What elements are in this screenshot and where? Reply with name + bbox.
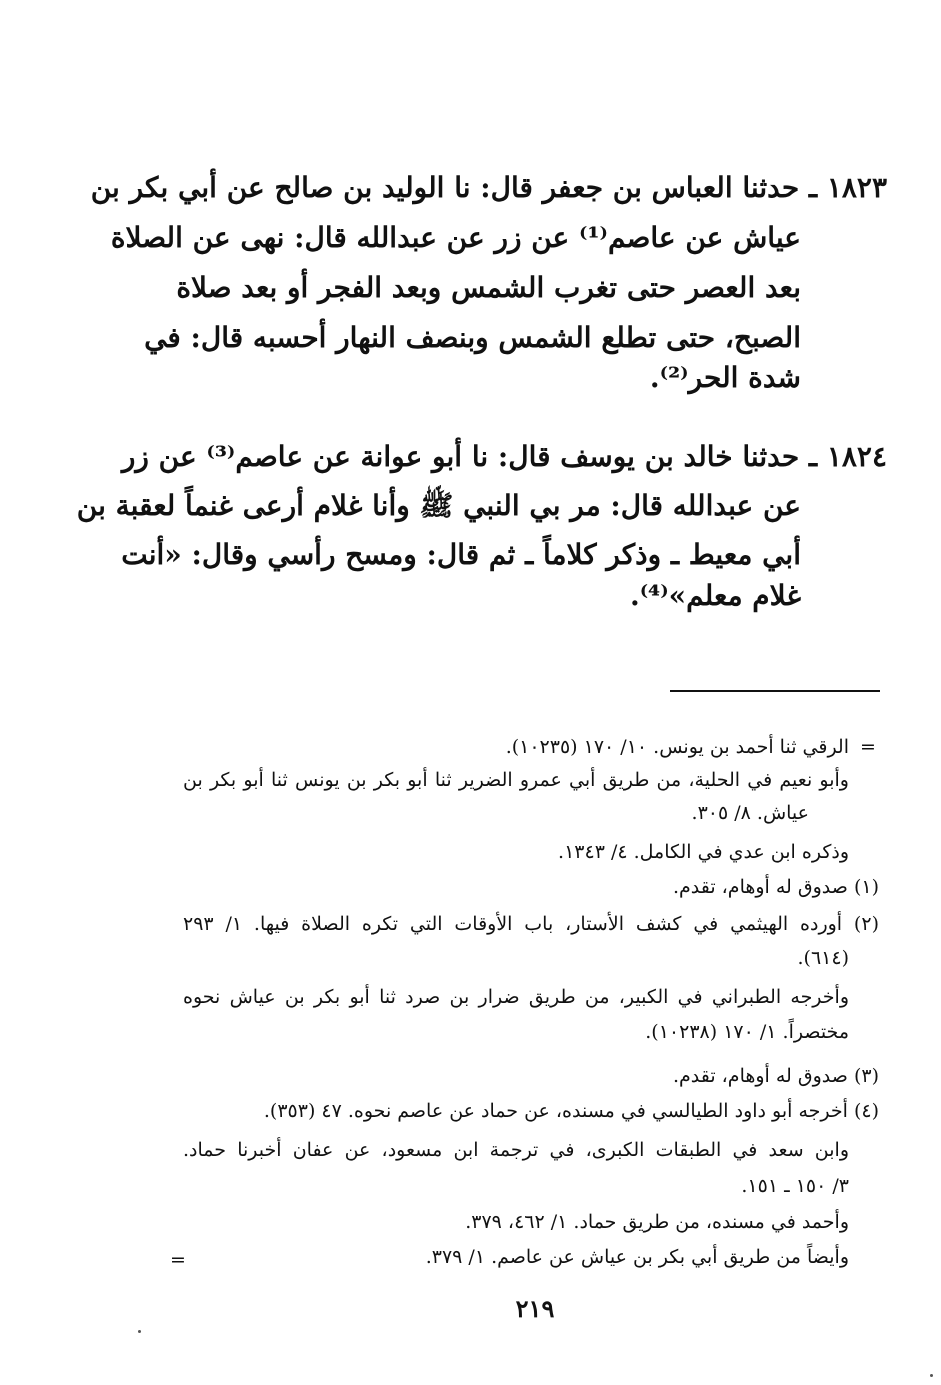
- hadith-1824-line-2: عن عبدالله قال: مر بي النبي ﷺ وأنا غلام أرعى غنماً لعقبة بن: [76, 489, 801, 522]
- hadith-1823-line-5: شدة الحر⁽²⁾.: [649, 361, 801, 394]
- footnote-line-4: وذكره ابن عدي في الكامل. ٤/ ١٣٤٣.: [558, 841, 849, 863]
- end-continuation-marker: =: [170, 1249, 186, 1271]
- footnote-line-1: الرقي ثنا أحمد بن يونس. ١٠/ ١٧٠ (١٠٢٣٥).: [505, 736, 849, 758]
- hadith-1823-line-1: ١٨٢٣ ـ حدثنا العباس بن جعفر قال: نا الوليد بن صالح عن أبي بكر بن: [90, 171, 887, 204]
- footnote-4-line-3: ٣/ ١٥٠ ـ ١٥١.: [741, 1175, 849, 1197]
- footnote-4-line-4: وأحمد في مسنده، من طريق حماد. ١/ ٤٦٢، ٣٧٩.: [465, 1211, 849, 1233]
- scan-speck: [138, 1330, 141, 1333]
- footnote-1: (١) صدوق له أوهام، تقدم.: [672, 876, 879, 898]
- footnote-4-line-2: وابن سعد في الطبقات الكبرى، في ترجمة ابن مسعود، عن عفان أخبرنا حماد.: [183, 1139, 849, 1161]
- page-number: ٢١٩: [515, 1294, 555, 1323]
- footnote-3: (٣) صدوق له أوهام، تقدم.: [672, 1065, 879, 1087]
- footnote-2: (٢) أورده الهيثمي في كشف الأستار، باب الأوقات التي تكره الصلاة فيها. ١/ ٢٩٣: [183, 913, 879, 935]
- continuation-marker: =: [860, 736, 876, 758]
- scan-speck: [930, 1374, 933, 1377]
- hadith-1824-line-1: ١٨٢٤ ـ حدثنا خالد بن يوسف قال: نا أبو عوانة عن عاصم⁽³⁾ عن زر: [121, 440, 887, 473]
- hadith-1823-line-2: عياش عن عاصم⁽¹⁾ عن زر عن عبدالله قال: نهى عن الصلاة: [110, 221, 801, 254]
- footnote-line-2: وأبو نعيم في الحلية، من طريق أبي عمرو الضرير ثنا أبو بكر بن يونس ثنا أبو بكر بن: [183, 769, 849, 791]
- footnote-line-3: عياش. ٨/ ٣٠٥.: [691, 802, 809, 824]
- footnote-2-cont: (٦١٤).: [797, 947, 849, 969]
- footnote-2-line-3: وأخرجه الطبراني في الكبير، من طريق ضرار بن صرد ثنا أبو بكر بن عياش نحوه: [183, 986, 849, 1008]
- footnote-separator: [670, 690, 880, 692]
- footnote-4-line-5: وأيضاً من طريق أبي بكر بن عياش عن عاصم. ١/ ٣٧٩.: [425, 1246, 849, 1268]
- hadith-1824-line-4: غلام معلم»⁽⁴⁾.: [629, 579, 801, 612]
- footnote-4: (٤) أخرجه أبو داود الطيالسي في مسنده، عن حماد عن عاصم نحوه. ٤٧ (٣٥٣).: [263, 1100, 879, 1122]
- hadith-1823-line-4: الصبح، حتى تطلع الشمس وبنصف النهار أحسبه قال: في: [144, 321, 801, 354]
- footnote-2-line-4: مختصراً. ١/ ١٧٠ (١٠٢٣٨).: [645, 1021, 849, 1043]
- hadith-1823-line-3: بعد العصر حتى تغرب الشمس وبعد الفجر أو بعد صلاة: [176, 271, 801, 304]
- hadith-1824-line-3: أبي معيط ـ وذكر كلاماً ـ ثم قال: ومسح رأسي وقال: «أنت: [121, 538, 801, 571]
